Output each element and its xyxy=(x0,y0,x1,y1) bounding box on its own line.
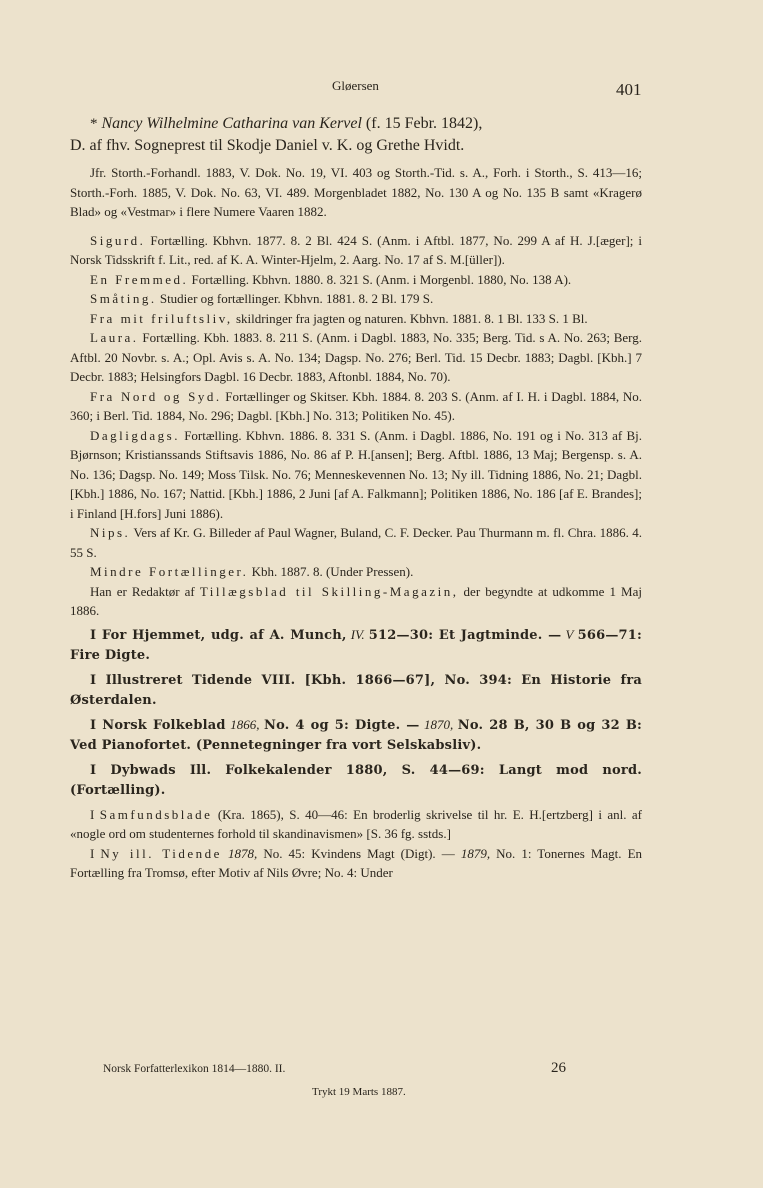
editor-note-post: der begyndte at udkomme 1 Maj 1886. xyxy=(70,583,642,618)
periodical-item xyxy=(70,715,642,756)
work-text: Studier og fortællinger. Kbhvn. 1881. 8. 2 Bl. 179 S. xyxy=(159,291,434,306)
work-entry xyxy=(70,289,642,309)
work-text: Vers af Kr. G. Billeder af Paul Wagner, Buland, C. F. Decker. Pau Thurmann m. fl. Chra. 1886. 4. 55 S. xyxy=(70,525,643,560)
editor-note xyxy=(70,582,642,621)
item-text: I Dybwads Ill. Folkekalender 1880, S. 44—69: Langt mod nord. (Fortælling). xyxy=(70,762,642,798)
author-parentage: D. af fhv. Sogneprest til Skodje Daniel v. K. og Grethe Hvidt. xyxy=(70,137,465,154)
references: Jfr. Storth.-Forhandl. 1883, V. Dok. No. 19, VI. 403 og Storth.-Tid. s. A., Forh. i Storth., S. 413—16; Storth.-Forh. 1885, V. Dok. No. 63, VI. 489. Morgenbladet 1882, No. 130 A og No. 135 B samt «Kragerø Blad» og «Vestmar» i flere Numere Vaaren 1882. xyxy=(70,165,642,219)
item-volume: IV. xyxy=(350,626,365,642)
item-text: No. 4 og 5: Digte. — xyxy=(264,717,420,733)
samfund-text: (Kra. 1865), S. 40—46: En broderlig skrivelse til hr. E. H.[ertzberg] i anl. af «nogle ord om studenternes forhold til skandinavismen» [S. 36 fg. sstds.] xyxy=(70,806,642,841)
item-year: 1866, xyxy=(230,716,260,732)
item-text: I For Hjemmet, udg. af A. Munch, xyxy=(90,627,347,643)
item-text: I Norsk Folkeblad xyxy=(90,717,226,733)
work-text: Fortælling. Kbhvn. 1886. 8. 331 S. (Anm. i Dagbl. 1886, No. 191 og i No. 313 af Bj. Bjørnson; Kristianssands Stiftsavis 1886, No. 86 af P. H.[ansen]; Berg. Aftbl. 1886, 13 Maj; Bergensp. s. A. No. 136; Dagsp. No. 149; Moss Tilsk. No. 76; Menneskevennen No. 13; Ny ill. Tidning 1886, No. 21; Dagbl. [Kbh.] 1886, No. 167; Nattid. [Kbh.] 1886, 2 Juni [af A. Falkmann]; Politiken 1886, No. 186 [af E. Brandes]; i Finland [H.fors] Juni 1886). xyxy=(70,427,643,521)
editor-note-title: Tillægsblad til Skilling-Magazin, xyxy=(199,583,459,599)
printed-date: Trykt 19 Marts 1887. xyxy=(312,1086,406,1098)
nyill-title: Ny ill. Tidende xyxy=(100,845,222,861)
running-head: Gløersen xyxy=(332,78,379,93)
work-entry xyxy=(70,231,642,270)
nyill-entry xyxy=(70,844,642,883)
signature-line: Norsk Forfatterlexikon 1814—1880. II. xyxy=(103,1063,286,1075)
work-text: Fortælling. Kbhvn. 1877. 8. 2 Bl. 424 S. (Anm. i Aftbl. 1877, No. 299 A af H. J.[æger]; i Norsk Tidsskrift f. Lit., red. af K. A. Winter-Hjelm, 2. Aarg. No. 17 af S. M.[üller]). xyxy=(70,232,642,267)
editor-note-pre: Han er Redaktør af xyxy=(90,583,195,599)
work-text: skildringer fra jagten og naturen. Kbhvn. 1881. 8. 1 Bl. 133 S. 1 Bl. xyxy=(235,310,588,326)
work-entry xyxy=(70,426,642,524)
nyill-pre: I xyxy=(90,845,95,861)
item-volume: V xyxy=(565,626,574,642)
work-title: Dagligdags. xyxy=(90,427,180,443)
item-text: I Illustreret Tidende VIII. [Kbh. 1866—67], No. 394: En Historie fra Østerdalen. xyxy=(70,672,642,708)
samfund-pre: I xyxy=(90,806,95,822)
periodical-item xyxy=(70,760,642,801)
nyill-year: 1879, xyxy=(460,845,491,861)
nyill-text: No. 45: Kvindens Magt (Digt). — xyxy=(263,845,455,861)
work-title: Mindre Fortællinger. xyxy=(90,564,249,579)
item-text: 512—30: Et Jagtminde. — xyxy=(368,627,562,643)
work-title: Laura. xyxy=(90,330,139,345)
work-entry xyxy=(70,562,642,582)
item-text: 566—71: Fire Digte. xyxy=(70,627,643,663)
samfund-title: Samfundsblade xyxy=(99,806,213,822)
work-title: Sigurd. xyxy=(90,232,146,248)
work-title: Nips. xyxy=(90,525,131,540)
work-entry xyxy=(70,387,642,426)
work-text: Fortællinger og Skitser. Kbh. 1884. 8. 203 S. (Anm. af I. H. i Dagbl. 1884, No. 360; i Berl. Tid. 1884, No. 296; Dagbl. [Kbh.] No. 313; Politiken No. 45). xyxy=(70,388,642,423)
nyill-year: 1878, xyxy=(228,845,258,861)
work-text: Fortælling. Kbh. 1883. 8. 211 S. (Anm. i Dagbl. 1883, No. 335; Berg. Tid. s A. No. 263; Berg. Aftbl. 20 Novbr. s. A.; Opl. Avis s. A. No. 134; Dagsp. No. 276; Berl. Tid. 15 Decbr. 1883; Dagbl. [Kbh.] 7 Decbr. 1883; Helsingfors Dagbl. 16 Decbr. 1883, Aftonbl. 1884, No. 70). xyxy=(70,330,643,384)
page-number: 401 xyxy=(616,80,642,99)
periodical-item xyxy=(70,670,642,711)
work-title: Småting. xyxy=(90,291,157,306)
signature-number: 26 xyxy=(551,1060,566,1076)
page-body xyxy=(70,113,642,883)
work-text: Fortælling. Kbhvn. 1880. 8. 321 S. (Anm. i Morgenbl. 1880, No. 138 A). xyxy=(191,271,572,287)
work-title: Fra Nord og Syd. xyxy=(90,388,222,404)
entry-star: * xyxy=(90,116,98,132)
work-title: En Fremmed. xyxy=(90,271,189,287)
item-year: 1870, xyxy=(424,716,454,732)
work-text: Kbh. 1887. 8. (Under Pressen). xyxy=(251,564,414,579)
item-text: No. 28 B, 30 B og 32 B: Ved Pianofortet. (Pennetegninger fra vort Selskabsliv). xyxy=(70,717,643,753)
samfund-entry xyxy=(70,805,642,844)
author-birth: (f. 15 Febr. 1842), xyxy=(365,115,483,132)
work-entry xyxy=(70,523,642,562)
work-entry xyxy=(70,328,642,387)
work-entry xyxy=(70,309,642,329)
entry-heading xyxy=(70,113,642,135)
work-title: Fra mit friluftsliv, xyxy=(90,310,233,326)
work-entry xyxy=(70,270,642,290)
periodical-item xyxy=(70,625,642,666)
author-name: Nancy Wilhelmine Catharina van Kervel xyxy=(101,115,362,132)
nyill-text: No. 1: Tonernes Magt. En Fortælling fra Tromsø, efter Motiv af Nils Øvre; No. 4: Under xyxy=(70,845,643,880)
